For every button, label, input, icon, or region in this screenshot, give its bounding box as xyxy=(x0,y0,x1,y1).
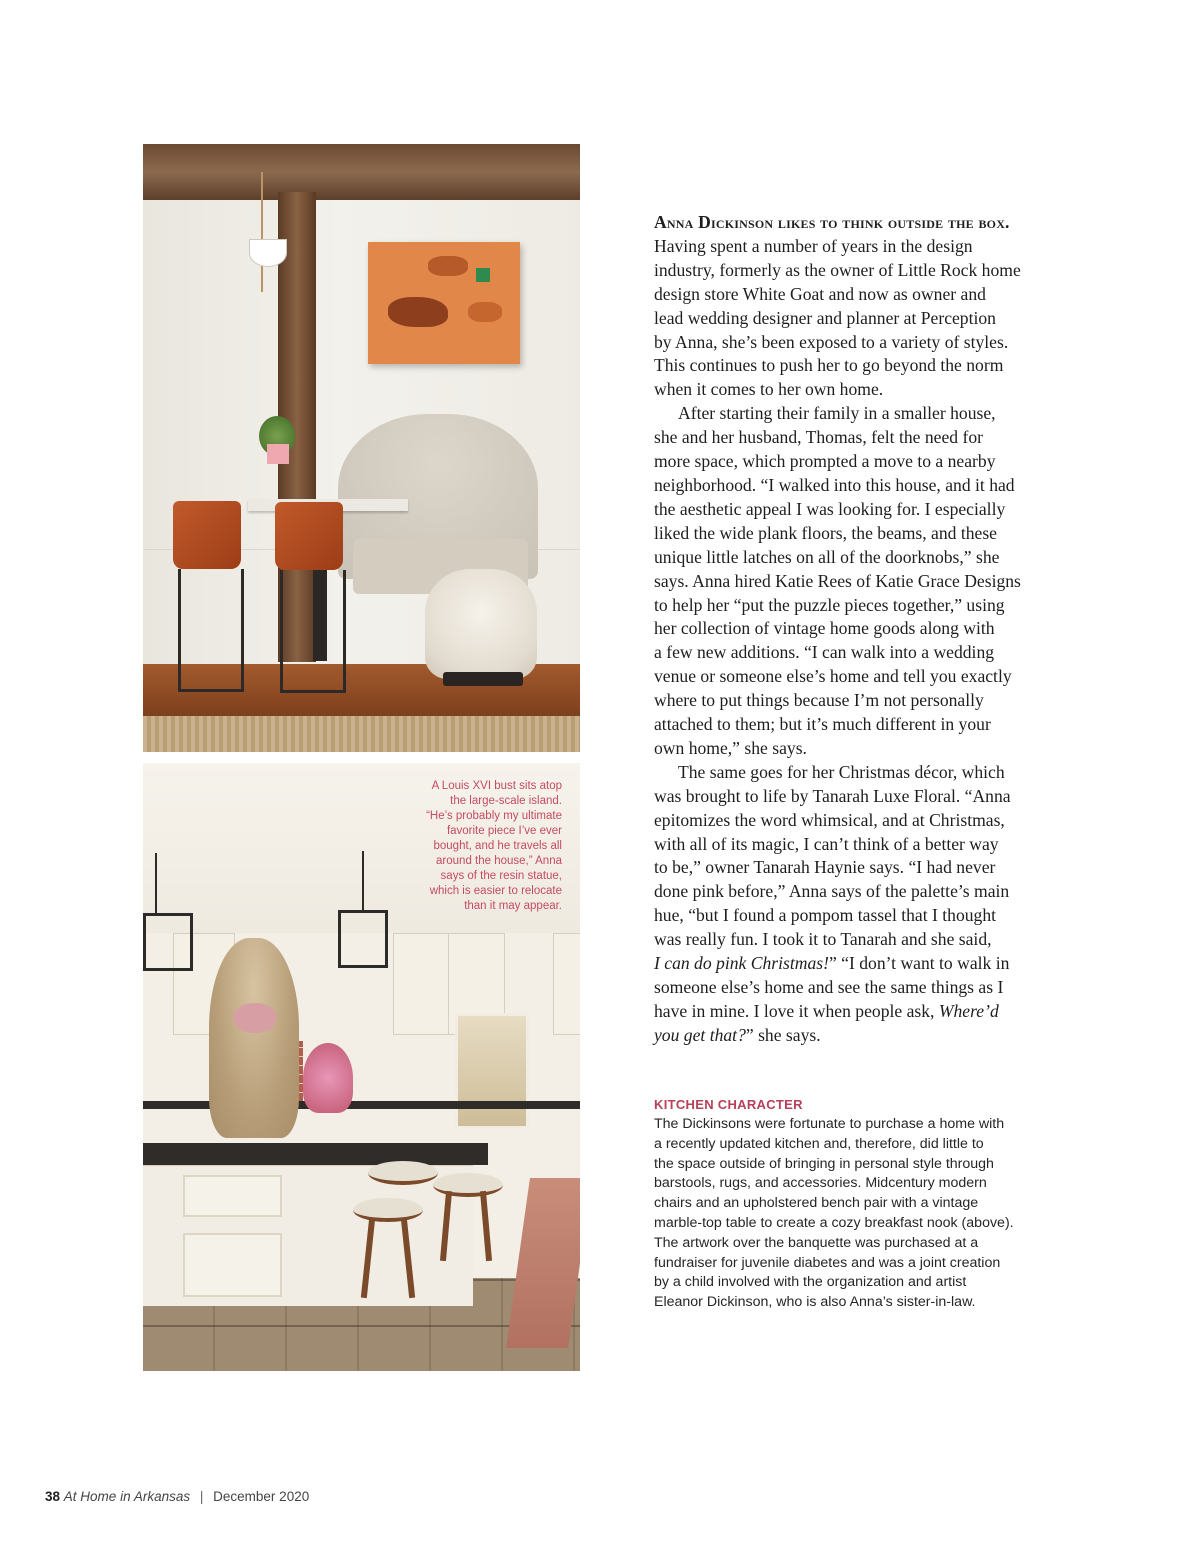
photo-animal-artwork xyxy=(368,242,520,364)
article-line: industry, formerly as the owner of Little Rock home xyxy=(654,259,1021,280)
photo-upper-cabinet xyxy=(393,933,450,1035)
article-italic-quote: I can do pink Christmas! xyxy=(654,953,829,974)
article-line: she and her husband, Thomas, felt the need for xyxy=(654,427,983,448)
article-line: liked the wide plank floors, the beams, and these xyxy=(654,522,997,543)
photo-chair-frame xyxy=(178,569,244,692)
article-line: was really fun. I took it to Tanarah and she said, xyxy=(654,929,992,950)
photo-hanging-pot xyxy=(249,239,287,267)
issue-date: December 2020 xyxy=(213,1489,310,1504)
article-text: have in mine. I love it when people ask, xyxy=(654,1000,939,1021)
caption-line: “He’s probably my ultimate xyxy=(426,810,562,822)
photo-plant-hanger xyxy=(261,172,283,292)
article-line: by Anna, she’s been exposed to a variety of styles. xyxy=(654,331,1009,352)
article-line xyxy=(654,1000,1064,1024)
photo-pink-bow xyxy=(233,1003,277,1033)
breakfast-nook-photo xyxy=(143,144,580,752)
caption-line: than it may appear. xyxy=(464,900,562,912)
article-line: where to put things because I’m not personally xyxy=(654,690,984,711)
sidebar-line: the space outside of bringing in personal style through xyxy=(654,1155,994,1172)
photo-island-countertop xyxy=(143,1143,488,1165)
photo-pendant-cord xyxy=(362,851,364,911)
article-text: ” “I don’t want to walk in xyxy=(828,953,1010,974)
sidebar-line: by a child involved with the organization and artist xyxy=(654,1274,967,1291)
photo-jute-rug xyxy=(143,716,580,752)
article-line: design store White Goat and now as owner and xyxy=(654,283,986,304)
photo-caption xyxy=(380,779,562,914)
page-number: 38 xyxy=(45,1489,61,1504)
sidebar-line: The artwork over the banquette was purchased at a xyxy=(654,1234,979,1251)
sidebar-line: barstools, rugs, and accessories. Midcentury modern xyxy=(654,1175,987,1192)
article-line: lead wedding designer and planner at Perception xyxy=(654,307,996,328)
article-line: with all of its magic, I can’t think of a better way xyxy=(654,833,999,854)
photo-louis-xvi-bust xyxy=(209,938,299,1138)
photo-barstool-leg xyxy=(480,1191,492,1261)
article-line: own home,” she says. xyxy=(654,737,807,758)
photo-pink-pot xyxy=(267,444,289,464)
sidebar-line: fundraiser for juvenile diabetes and was a joint creation xyxy=(654,1254,1001,1271)
article-line xyxy=(654,952,1064,976)
article-line: says. Anna hired Katie Rees of Katie Grace Designs xyxy=(654,570,1021,591)
photo-island-cabinet xyxy=(183,1233,282,1297)
article-italic-quote: you get that? xyxy=(654,1024,746,1045)
article-line: neighborhood. “I walked into this house, and it had xyxy=(654,474,1015,495)
photo-pink-flowers xyxy=(303,1043,353,1113)
article-lead-in-line xyxy=(654,211,1064,235)
page-folio xyxy=(45,1489,309,1504)
sidebar-line: chairs and an upholstered bench pair with a vintage xyxy=(654,1195,979,1212)
article-line: when it comes to her own home. xyxy=(654,379,884,400)
sidebar-line: The Dickinsons were fortunate to purchase a home with xyxy=(654,1116,1005,1132)
photo-leather-chair xyxy=(173,501,241,569)
photo-upper-cabinet xyxy=(553,933,580,1035)
photo-ceiling-beam xyxy=(143,144,580,200)
photo-barstool-seat xyxy=(433,1173,503,1197)
photo-leather-chair xyxy=(275,502,343,570)
caption-line: favorite piece I’ve ever xyxy=(446,825,562,837)
article-line: attached to them; but it’s much different in your xyxy=(654,714,991,735)
photo-chair-frame xyxy=(280,570,346,693)
article-body xyxy=(654,211,1064,1048)
article-line: hue, “but I found a pompom tassel that I thought xyxy=(654,905,997,926)
photo-pendant-cord xyxy=(155,853,157,913)
photo-island-drawer xyxy=(183,1175,282,1217)
photo-pouf-feet xyxy=(443,672,523,686)
article-line: done pink before,” Anna says of the palette’s main xyxy=(654,881,1010,902)
sidebar-body xyxy=(654,1115,1074,1313)
article-line: to be,” owner Tanarah Haynie says. “I had never xyxy=(654,857,996,878)
caption-line: bought, and he travels all xyxy=(433,840,562,852)
article-line: This continues to push her to go beyond the norm xyxy=(654,355,1004,376)
sidebar-line: Eleanor Dickinson, who is also Anna’s sister-in-law. xyxy=(654,1294,976,1311)
article-line: venue or someone else’s home and tell you exactly xyxy=(654,666,1012,687)
sidebar-heading: KITCHEN CHARACTER xyxy=(654,1097,803,1112)
article-line: Having spent a number of years in the design xyxy=(654,235,973,256)
sidebar-line: a recently updated kitchen and, therefore, did little to xyxy=(654,1135,984,1152)
magazine-name: At Home in Arkansas xyxy=(63,1489,191,1504)
caption-line: which is easier to relocate xyxy=(429,885,562,897)
article-line: her collection of vintage home goods along with xyxy=(654,618,995,639)
photo-pendant-light xyxy=(338,910,388,968)
article-line: a few new additions. “I can walk into a wedding xyxy=(654,642,995,663)
article-lead-in: Anna Dickinson likes to think outside the box. xyxy=(654,212,1010,232)
article-line: someone else’s home and see the same things as I xyxy=(654,977,1004,997)
article-line: After starting their family in a smaller house, xyxy=(678,403,996,424)
article-line xyxy=(654,1024,1064,1048)
article-line: epitomizes the word whimsical, and at Christmas, xyxy=(654,809,1005,830)
photo-doorway xyxy=(455,1013,529,1129)
caption-line: A Louis XVI bust sits atop xyxy=(431,780,562,792)
article-line: was brought to life by Tanarah Luxe Floral. “Anna xyxy=(654,785,1011,806)
article-line: more space, which prompted a move to a nearby xyxy=(654,451,996,472)
caption-line: around the house,” Anna xyxy=(436,855,562,867)
photo-runner-rug xyxy=(506,1178,580,1348)
article-line: unique little latches on all of the doorknobs,” she xyxy=(654,546,1000,567)
caption-line: says of the resin statue, xyxy=(440,870,562,882)
photo-pendant-light xyxy=(143,913,193,971)
article-italic-quote: Where’d xyxy=(938,1000,999,1021)
article-text: ” she says. xyxy=(745,1024,821,1045)
caption-line: the large-scale island. xyxy=(450,795,562,807)
photo-barstool-seat xyxy=(353,1198,423,1222)
folio-separator: | xyxy=(199,1489,204,1504)
photo-hide-pouf xyxy=(425,569,537,679)
article-line: to help her “put the puzzle pieces together,” using xyxy=(654,594,1005,615)
article-line: The same goes for her Christmas décor, which xyxy=(678,761,1005,782)
article-line: the aesthetic appeal I was looking for. I especially xyxy=(654,498,1006,519)
sidebar-line: marble-top table to create a cozy breakfast nook (above). xyxy=(654,1214,1014,1231)
photo-barstool-seat xyxy=(368,1161,438,1185)
